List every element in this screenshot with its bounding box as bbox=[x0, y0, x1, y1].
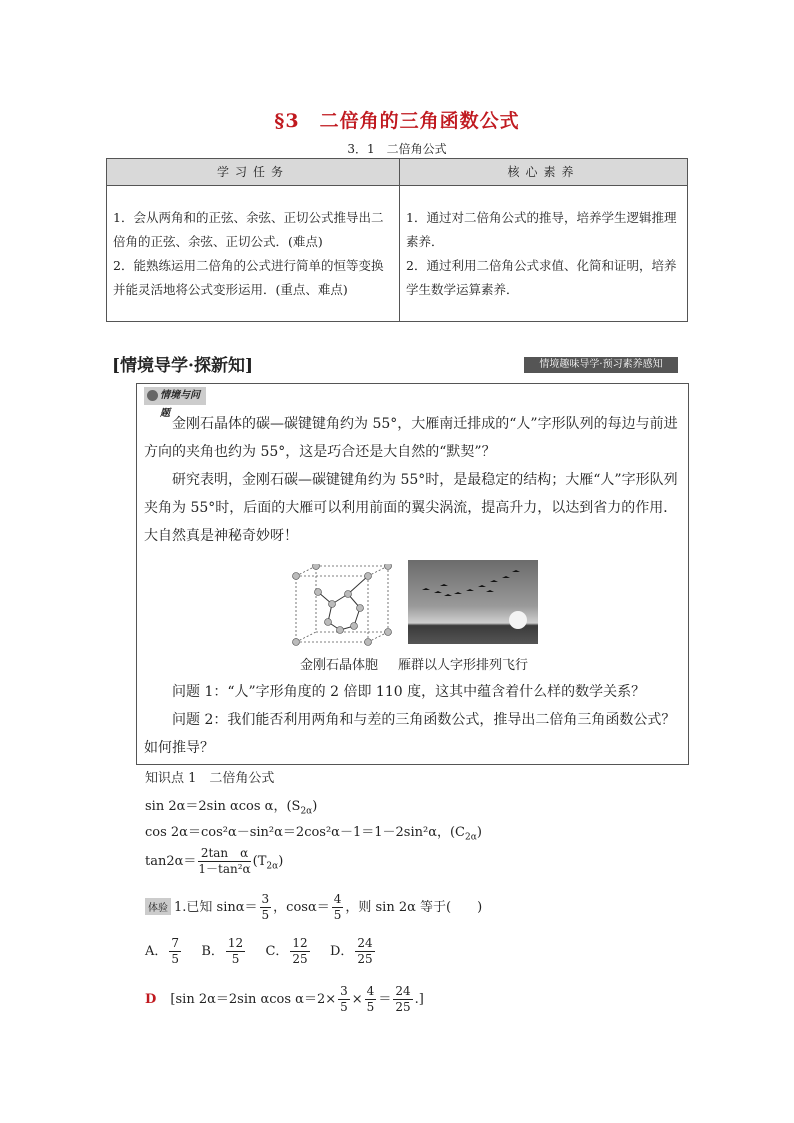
scenario-paragraph-2: 研究表明，金刚石碳—碳键键角约为 55°时，是最稳定的结构；大雁“人”字形队列夹角为 55°时，后面的大雁可以利用前面的翼尖涡流，提高升力，以达到省力的作用．大自然真是神秘奇妙呀！ bbox=[144, 472, 678, 544]
formula-tan: tan2α＝ $\frac{\text{2tan α}}{\text{1－tan²α}}$ $(T_{2\alpha})$ bbox=[145, 846, 284, 876]
literacy-cell bbox=[400, 186, 688, 322]
scenario-label: 情境与问题 bbox=[144, 387, 206, 405]
tan-fraction: $\frac{\text{2tan α}}{\text{1－tan²α}}$ bbox=[198, 846, 251, 876]
task-line: 2．能熟练运用二倍角的公式进行简单的恒等变换并能灵活地将公式变形运用．(重点、难点) bbox=[113, 257, 384, 297]
section-subtitle: 3．1 二倍角公式 bbox=[347, 142, 447, 156]
task-line: 1．会从两角和的正弦、余弦、正切公式推导出二倍角的正弦、余弦、正切公式．(难点) bbox=[113, 209, 384, 249]
page-title: §3 二倍角的三角函数公式 bbox=[274, 110, 520, 132]
question-1: 问题 1：“人”字形角度的 2 倍即 110 度，这其中蕴含着什么样的数学关系？ bbox=[172, 684, 646, 700]
geese-flight-icon bbox=[408, 560, 538, 644]
section-tag: 情境趣味导学·预习素养感知 bbox=[524, 357, 678, 373]
answer-letter: D bbox=[145, 992, 157, 1007]
tasks-cell bbox=[107, 186, 400, 322]
option-a: A． $\frac{7}{5}$ bbox=[145, 936, 180, 966]
option-d: D． $\frac{24}{25}$ bbox=[329, 936, 373, 966]
caption-crystal: 金刚石晶体胞 bbox=[300, 658, 379, 673]
option-c: C． $\frac{12}{25}$ bbox=[265, 936, 308, 966]
exercise-tag: 体验 bbox=[145, 898, 171, 915]
scenario-paragraph-1: 金刚石晶体的碳—碳键键角约为 55°，大雁南迁排成的“人”字形队列的每边与前进方向的夹角也约为 55°，这是巧合还是大自然的“默契”？ bbox=[144, 416, 678, 460]
caption-geese: 雁群以人字形排列飞行 bbox=[398, 658, 529, 673]
formula-sin: sin 2α＝2sin αcos α，$(S_{2\alpha})$ bbox=[145, 799, 318, 817]
exercise-question: 体验 1.已知 sinα＝ $\frac{3}{5}$ ，cosα＝ $\frac{4}{5}$ ，则 sin 2α 等于( ) bbox=[145, 892, 482, 923]
formula-cos: cos 2α＝cos²α－sin²α＝2cos²α－1＝1－2sin²α，$(C_{2\alpha})$ bbox=[145, 825, 482, 843]
option-b: B． $\frac{12}{5}$ bbox=[201, 936, 244, 966]
exercise-options bbox=[145, 936, 377, 967]
literacy-line: 2．通过利用二倍角公式求值、化简和证明，培养学生数学运算素养． bbox=[406, 257, 677, 297]
table-header-literacy: 核心素养 bbox=[400, 159, 688, 186]
question-2: 问题 2：我们能否利用两角和与差的三角函数公式，推导出二倍角三角函数公式？如何推导？ bbox=[144, 712, 676, 756]
literacy-line: 1．通过对二倍角公式的推导，培养学生逻辑推理素养． bbox=[406, 209, 677, 249]
bullet-icon bbox=[147, 390, 158, 401]
table-header-tasks: 学习任务 bbox=[107, 159, 400, 186]
learning-goals-table bbox=[106, 158, 688, 322]
geese-photo bbox=[408, 560, 538, 644]
diamond-crystal-diagram bbox=[288, 564, 398, 650]
section-heading: [情境导学·探新知] bbox=[112, 356, 254, 376]
knowledge-heading: 知识点 1 二倍角公式 bbox=[145, 771, 275, 786]
exercise-solution: D [sin 2α＝2sin αcos α＝2× $\frac{3}{5}$ × $\frac{4}{5}$ ＝ $\frac{24}{25}$ .] bbox=[145, 984, 424, 1014]
